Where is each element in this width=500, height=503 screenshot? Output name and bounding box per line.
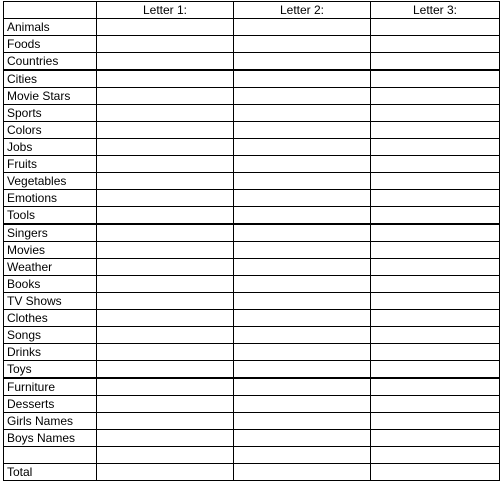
answer-cell-letter-3[interactable] — [371, 276, 500, 293]
answer-cell-letter-1[interactable] — [97, 242, 234, 259]
answer-cell-letter-3[interactable] — [371, 36, 500, 53]
table-row — [4, 242, 500, 259]
table-row — [4, 464, 500, 481]
answer-cell-letter-3[interactable] — [371, 156, 500, 173]
answer-cell-letter-2[interactable] — [234, 378, 371, 396]
answer-cell-letter-3[interactable] — [371, 173, 500, 190]
answer-cell-letter-1[interactable] — [97, 310, 234, 327]
answer-cell-letter-2[interactable] — [234, 293, 371, 310]
category-label: Desserts — [4, 396, 97, 413]
answer-cell-letter-2[interactable] — [234, 53, 371, 71]
table-row — [4, 173, 500, 190]
table-row — [4, 344, 500, 361]
answer-cell-letter-2[interactable] — [234, 19, 371, 36]
category-label: Toys — [4, 361, 97, 379]
answer-cell-letter-3[interactable] — [371, 293, 500, 310]
answer-cell-letter-3[interactable] — [371, 139, 500, 156]
category-label: Total — [4, 464, 97, 481]
answer-cell-letter-3[interactable] — [371, 310, 500, 327]
category-label: Sports — [4, 105, 97, 122]
answer-cell-letter-3[interactable] — [371, 327, 500, 344]
answer-cell-letter-3[interactable] — [371, 224, 500, 242]
answer-cell-letter-2[interactable] — [234, 88, 371, 105]
answer-cell-letter-1[interactable] — [97, 464, 234, 481]
table-row — [4, 139, 500, 156]
category-rows — [4, 19, 500, 481]
category-label: Jobs — [4, 139, 97, 156]
category-label: Fruits — [4, 156, 97, 173]
table-row — [4, 19, 500, 36]
table-row — [4, 430, 500, 447]
category-label: Movie Stars — [4, 88, 97, 105]
table-row — [4, 156, 500, 173]
answer-cell-letter-1[interactable] — [97, 156, 234, 173]
table-row — [4, 36, 500, 53]
answer-cell-letter-1[interactable] — [97, 122, 234, 139]
category-label: Drinks — [4, 344, 97, 361]
category-label: Furniture — [4, 378, 97, 396]
category-label — [4, 447, 97, 464]
letter-3-header: Letter 3: — [371, 2, 500, 19]
answer-cell-letter-3[interactable] — [371, 190, 500, 207]
answer-cell-letter-3[interactable] — [371, 430, 500, 447]
category-label: Colors — [4, 122, 97, 139]
answer-cell-letter-1[interactable] — [97, 413, 234, 430]
category-game-sheet — [3, 1, 500, 481]
answer-cell-letter-2[interactable] — [234, 327, 371, 344]
answer-cell-letter-3[interactable] — [371, 344, 500, 361]
category-label: Weather — [4, 259, 97, 276]
table-row — [4, 70, 500, 88]
answer-cell-letter-2[interactable] — [234, 156, 371, 173]
answer-cell-letter-1[interactable] — [97, 344, 234, 361]
answer-cell-letter-2[interactable] — [234, 430, 371, 447]
answer-cell-letter-2[interactable] — [234, 447, 371, 464]
table-row — [4, 207, 500, 225]
answer-cell-letter-3[interactable] — [371, 464, 500, 481]
table-row — [4, 276, 500, 293]
answer-cell-letter-2[interactable] — [234, 361, 371, 379]
answer-cell-letter-3[interactable] — [371, 413, 500, 430]
answer-cell-letter-1[interactable] — [97, 361, 234, 379]
answer-cell-letter-3[interactable] — [371, 105, 500, 122]
category-label: Girls Names — [4, 413, 97, 430]
answer-cell-letter-1[interactable] — [97, 276, 234, 293]
table-row — [4, 105, 500, 122]
table-row — [4, 396, 500, 413]
answer-cell-letter-2[interactable] — [234, 173, 371, 190]
table-row — [4, 447, 500, 464]
answer-cell-letter-2[interactable] — [234, 344, 371, 361]
answer-cell-letter-2[interactable] — [234, 105, 371, 122]
table-row — [4, 310, 500, 327]
answer-cell-letter-3[interactable] — [371, 122, 500, 139]
answer-cell-letter-1[interactable] — [97, 207, 234, 225]
category-label: Emotions — [4, 190, 97, 207]
answer-cell-letter-2[interactable] — [234, 310, 371, 327]
answer-cell-letter-2[interactable] — [234, 207, 371, 225]
category-label: Singers — [4, 224, 97, 242]
answer-cell-letter-1[interactable] — [97, 378, 234, 396]
table-row — [4, 293, 500, 310]
answer-cell-letter-2[interactable] — [234, 396, 371, 413]
answer-cell-letter-1[interactable] — [97, 70, 234, 88]
table-row — [4, 413, 500, 430]
category-label: TV Shows — [4, 293, 97, 310]
corner-cell — [4, 2, 97, 19]
answer-cell-letter-2[interactable] — [234, 70, 371, 88]
answer-cell-letter-1[interactable] — [97, 190, 234, 207]
category-label: Boys Names — [4, 430, 97, 447]
table-row — [4, 224, 500, 242]
answer-cell-letter-2[interactable] — [234, 224, 371, 242]
answer-cell-letter-1[interactable] — [97, 259, 234, 276]
answer-cell-letter-3[interactable] — [371, 259, 500, 276]
answer-cell-letter-3[interactable] — [371, 19, 500, 36]
answer-cell-letter-1[interactable] — [97, 19, 234, 36]
category-label: Songs — [4, 327, 97, 344]
category-label: Countries — [4, 53, 97, 71]
header-row — [4, 2, 500, 19]
answer-cell-letter-2[interactable] — [234, 122, 371, 139]
table-row — [4, 378, 500, 396]
letter-1-header: Letter 1: — [97, 2, 234, 19]
answer-cell-letter-1[interactable] — [97, 88, 234, 105]
answer-cell-letter-2[interactable] — [234, 413, 371, 430]
answer-cell-letter-3[interactable] — [371, 88, 500, 105]
answer-cell-letter-2[interactable] — [234, 139, 371, 156]
answer-cell-letter-3[interactable] — [371, 207, 500, 225]
category-label: Tools — [4, 207, 97, 225]
letter-2-header: Letter 2: — [234, 2, 371, 19]
category-label: Vegetables — [4, 173, 97, 190]
table-row — [4, 327, 500, 344]
answer-cell-letter-3[interactable] — [371, 396, 500, 413]
answer-cell-letter-1[interactable] — [97, 53, 234, 71]
table-row — [4, 88, 500, 105]
category-label: Movies — [4, 242, 97, 259]
answer-cell-letter-2[interactable] — [234, 259, 371, 276]
answer-cell-letter-3[interactable] — [371, 447, 500, 464]
answer-cell-letter-1[interactable] — [97, 105, 234, 122]
table-row — [4, 190, 500, 207]
answer-cell-letter-1[interactable] — [97, 139, 234, 156]
answer-cell-letter-1[interactable] — [97, 224, 234, 242]
category-label: Animals — [4, 19, 97, 36]
answer-cell-letter-2[interactable] — [234, 190, 371, 207]
category-label: Books — [4, 276, 97, 293]
answer-cell-letter-1[interactable] — [97, 447, 234, 464]
answer-cell-letter-2[interactable] — [234, 464, 371, 481]
category-label: Clothes — [4, 310, 97, 327]
answer-cell-letter-3[interactable] — [371, 242, 500, 259]
table-row — [4, 122, 500, 139]
table-row — [4, 53, 500, 71]
category-label: Foods — [4, 36, 97, 53]
answer-cell-letter-3[interactable] — [371, 361, 500, 379]
answer-cell-letter-3[interactable] — [371, 70, 500, 88]
table-row — [4, 259, 500, 276]
answer-cell-letter-2[interactable] — [234, 242, 371, 259]
answer-cell-letter-1[interactable] — [97, 36, 234, 53]
answer-cell-letter-1[interactable] — [97, 173, 234, 190]
answer-cell-letter-1[interactable] — [97, 327, 234, 344]
answer-cell-letter-2[interactable] — [234, 276, 371, 293]
answer-cell-letter-1[interactable] — [97, 293, 234, 310]
category-label: Cities — [4, 70, 97, 88]
answer-cell-letter-1[interactable] — [97, 396, 234, 413]
answer-cell-letter-2[interactable] — [234, 36, 371, 53]
table-row — [4, 361, 500, 379]
answer-cell-letter-3[interactable] — [371, 378, 500, 396]
answer-cell-letter-3[interactable] — [371, 53, 500, 71]
answer-cell-letter-1[interactable] — [97, 430, 234, 447]
